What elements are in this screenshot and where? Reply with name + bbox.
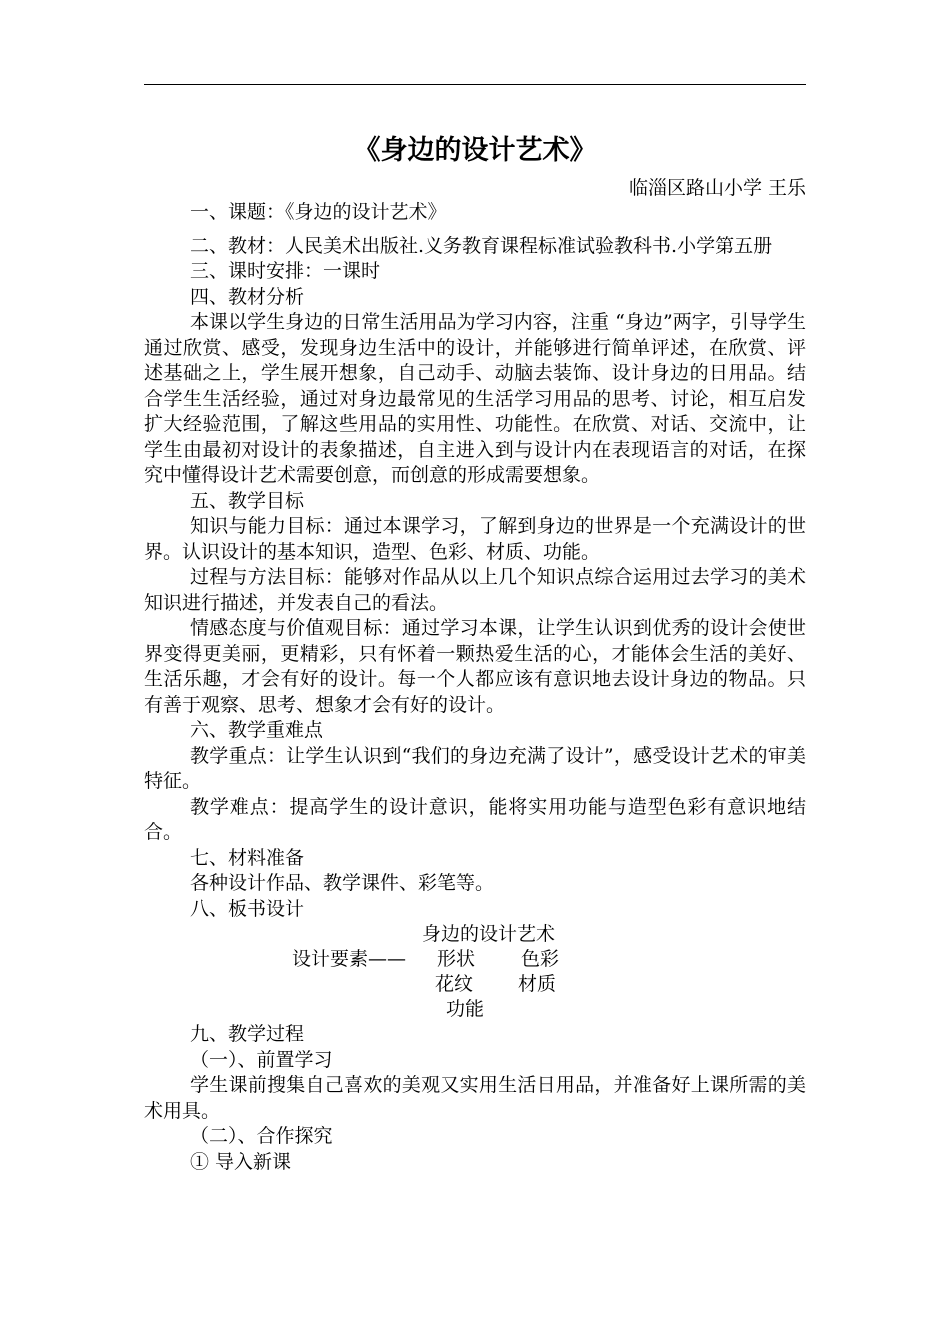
section-board-heading: 八、板书设计	[190, 897, 305, 920]
section-keypoints-heading: 六、教学重难点	[190, 719, 324, 741]
section-textbook: 二、教材：人民美术出版社.义务教育课程标准试验教科书.小学第五册	[190, 234, 773, 257]
document-body	[144, 126, 806, 1175]
header-rule	[144, 84, 806, 85]
section-analysis-heading: 四、教材分析	[190, 285, 305, 308]
process-preview-text: 学生课前搜集自己喜欢的美观又实用生活日用品，并准备好上课所需的美术用具。	[144, 1074, 806, 1122]
author-line: 临淄区路山小学 王乐	[628, 177, 806, 199]
materials-text: 各种设计作品、教学课件、彩笔等。	[190, 872, 495, 894]
process-intro-heading: ① 导入新课	[190, 1150, 292, 1173]
section-process-heading: 九、教学过程	[190, 1023, 305, 1045]
keypoint-focus: 教学重点：让学生认识到“我们的身边充满了设计”，感受设计艺术的审美特征。	[144, 744, 806, 792]
board-function: 功能	[446, 998, 485, 1020]
document-title: 《身边的设计艺术》	[353, 135, 597, 166]
keypoint-difficulty: 教学难点：提高学生的设计意识，能将实用功能与造型色彩有意识地结合。	[144, 795, 806, 843]
section-goals-heading: 五、教学目标	[190, 489, 305, 512]
board-design	[144, 922, 806, 1022]
board-shape: 形状	[437, 948, 476, 970]
goal-knowledge: 知识与能力目标：通过本课学习，了解到身边的世界是一个充满设计的世界。认识设计的基本知识，造型、色彩、材质、功能。	[144, 515, 806, 563]
goal-process: 过程与方法目标：能够对作品从以上几个知识点综合运用过去学习的美术知识进行描述，并发表自己的看法。	[144, 566, 806, 614]
board-pattern: 花纹	[435, 973, 474, 995]
section-materials-heading: 七、材料准备	[190, 846, 305, 869]
board-material: 材质	[518, 973, 557, 995]
board-label: 设计要素——	[292, 948, 407, 970]
process-preview-heading: （一）、前置学习	[190, 1048, 333, 1071]
section-schedule: 三、课时安排：一课时	[190, 260, 381, 282]
section-analysis-text: 本课以学生身边的日常生活用品为学习内容，注重 “身边”两字，引导学生通过欣赏、感受，发现身边生活中的设计，并能够进行简单评述，在欣赏、评述基础之上，学生展开想象，自己动手、动脑去装饰、设计身边的日用品。结合学生生活经验，通过对身边最常见的生活学习用品的思考、讨论，相互启发扩大经验范围，了解这些用品的实用性、功能性。在欣赏、对话、交流中，让学生由最初对设计的表象描述，自主进入到与设计内在表现语言的对话，在探究中懂得设计艺术需要创意，而创意的形成需要想象。	[144, 311, 806, 486]
board-heading: 身边的设计艺术	[422, 923, 556, 945]
process-cooperate-heading: （二）、合作探究	[190, 1125, 333, 1147]
section-topic: 一、课题：《身边的设计艺术》	[190, 201, 447, 223]
goal-attitude: 情感态度与价值观目标：通过学习本课，让学生认识到优秀的设计会使世界变得更美丽，更精彩，只有怀着一颗热爱生活的心，才能体会生活的美好、生活乐趣，才会有好的设计。每一个人都应该有意识地去设计身边的物品。只有善于观察、思考、想象才会有好的设计。	[144, 617, 806, 716]
board-color: 色彩	[521, 948, 560, 970]
